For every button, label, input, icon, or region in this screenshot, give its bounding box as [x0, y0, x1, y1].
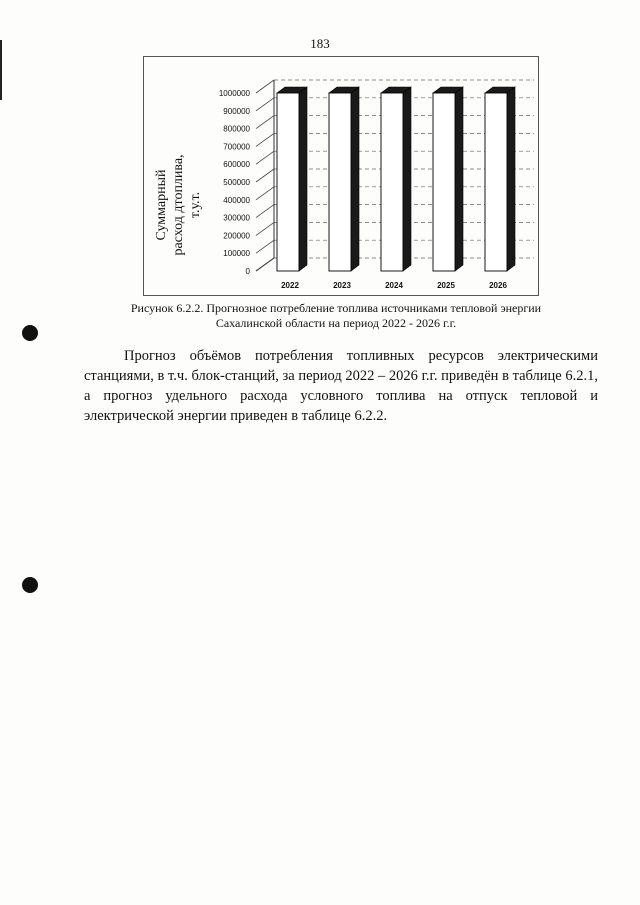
bar-side — [455, 87, 463, 271]
grid-line-oblique — [256, 98, 274, 111]
y-tick-label: 400000 — [223, 195, 250, 205]
bar-side — [299, 87, 307, 271]
y-tick-label: 600000 — [223, 160, 250, 170]
bar-side — [403, 87, 411, 271]
bars — [277, 87, 515, 271]
y-tick-label: 800000 — [223, 124, 250, 134]
y-tick-label: 300000 — [223, 213, 250, 223]
y-tick-labels — [219, 89, 251, 276]
y-axis-title-line1: Суммарный — [154, 169, 169, 241]
caption-line-2: Сахалинской области на период 2022 - 2026 г.г. — [215, 316, 457, 330]
y-tick-label: 200000 — [223, 231, 250, 241]
grid-line-oblique — [256, 169, 274, 182]
x-tick-labels — [281, 281, 507, 290]
bar — [485, 93, 507, 271]
bar-side — [351, 87, 359, 271]
binder-hole-top — [22, 325, 38, 341]
y-tick-label: 1000000 — [218, 89, 250, 98]
grid-line-oblique — [256, 133, 274, 146]
y-tick-label: 100000 — [223, 249, 250, 259]
bar — [329, 93, 351, 271]
y-axis-title-line2: расход дтоплива, — [171, 154, 186, 256]
scan-edge-mark — [0, 40, 2, 100]
bar-side — [507, 87, 515, 271]
x-tick-label: 2023 — [333, 281, 351, 290]
figure-caption — [96, 301, 576, 331]
grid-line-oblique — [256, 205, 274, 218]
body-paragraph: Прогноз объёмов потребления топливных ресурсов электрическими станциями, в т.ч. блок-станций, за период 2022 – 2026 г.г. приведён в таблице 6.2.1, а прогноз удельного расхода условного топлива на отпуск тепловой и электрической энергии приведен в таблице 6.2.2. — [84, 348, 598, 424]
bar — [433, 93, 455, 271]
y-axis-title — [152, 130, 212, 280]
x-tick-label: 2026 — [489, 281, 507, 290]
binder-hole-bottom — [22, 577, 38, 593]
page-number: 183 — [310, 36, 330, 51]
x-tick-label: 2022 — [281, 281, 299, 290]
grid-line-oblique — [256, 151, 274, 164]
y-axis-line — [256, 258, 274, 271]
grid-line-oblique — [256, 240, 274, 253]
y-tick-label: 900000 — [223, 106, 250, 116]
grid-line-oblique — [256, 116, 274, 129]
y-tick-label: 0 — [245, 267, 250, 276]
y-tick-label: 500000 — [223, 178, 250, 187]
bar — [381, 93, 403, 271]
bar — [277, 93, 299, 271]
grid-line-oblique — [256, 187, 274, 200]
x-tick-label: 2025 — [437, 281, 455, 290]
x-tick-label: 2024 — [385, 281, 403, 290]
grid-line-oblique — [256, 222, 274, 235]
y-tick-label: 700000 — [223, 142, 250, 152]
grid-line-oblique — [256, 80, 274, 93]
caption-line-1: Рисунок 6.2.2. Прогнозное потребление топлива источниками тепловой энергии — [130, 301, 542, 315]
y-axis-title-line3: т.у.т. — [188, 191, 203, 219]
